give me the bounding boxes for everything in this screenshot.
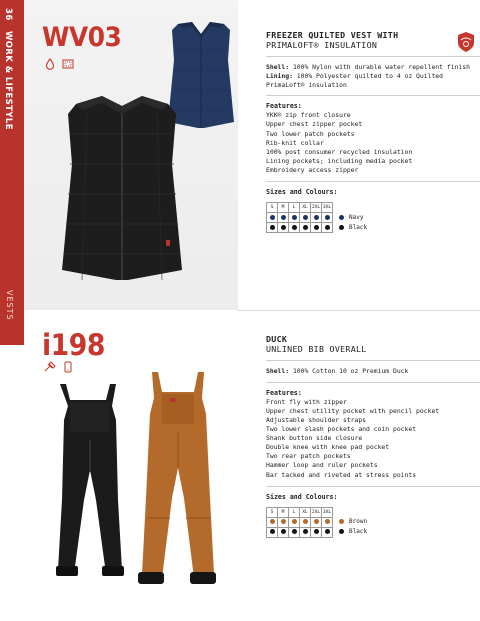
size-label: 3XL — [322, 507, 333, 517]
product-section-i198 — [24, 310, 480, 621]
product-code: WV03 — [42, 22, 122, 53]
spec-label: Shell: — [266, 63, 290, 71]
colour-legend — [339, 212, 367, 232]
product-image-area — [24, 0, 238, 310]
availability-cell — [289, 517, 300, 527]
spec-label: Lining: — [266, 71, 293, 80]
spec-text: 100% Nylon with durable water repellent finish — [289, 63, 470, 71]
primaloft-badge-icon — [457, 32, 475, 52]
colour-row — [267, 213, 333, 223]
availability-cell — [322, 517, 333, 527]
availability-dot — [314, 225, 319, 230]
vest-black-image — [52, 94, 192, 284]
category-label: WORK & LIFESTYLE — [3, 30, 13, 130]
feature-icons — [44, 58, 74, 70]
product-details — [266, 30, 476, 233]
size-label: XL — [300, 203, 311, 213]
feature-item: Adjustable shoulder straps — [266, 415, 367, 424]
availability-cell — [289, 527, 300, 537]
size-table — [266, 202, 333, 233]
availability-cell — [322, 223, 333, 233]
colour-row — [267, 527, 333, 537]
size-label: L — [289, 507, 300, 517]
spec-label: Shell: — [266, 367, 290, 375]
size-label: L — [289, 203, 300, 213]
product-details — [266, 334, 476, 538]
availability-cell — [311, 223, 322, 233]
overall-brown-image — [124, 368, 228, 588]
legend-item — [339, 527, 367, 537]
feature-item: Front fly with zipper — [266, 397, 347, 406]
product-image-area — [24, 310, 238, 621]
features-heading: Features: — [266, 388, 302, 397]
availability-dot — [292, 225, 297, 230]
divider — [266, 360, 480, 361]
availability-cell — [322, 213, 333, 223]
feature-item: Two lower slash pockets and coin pocket — [266, 425, 417, 434]
availability-cell — [311, 527, 322, 537]
divider — [266, 382, 480, 383]
availability-dot — [270, 225, 275, 230]
availability-dot — [281, 519, 286, 524]
feature-item: Embroidery access zipper — [266, 165, 359, 174]
legend-item — [339, 222, 367, 232]
legend-item — [339, 517, 367, 527]
availability-dot — [303, 215, 308, 220]
availability-dot — [270, 215, 275, 220]
availability-dot — [303, 225, 308, 230]
availability-cell — [311, 213, 322, 223]
availability-cell — [289, 223, 300, 233]
availability-cell — [300, 527, 311, 537]
legend-label: Navy — [349, 213, 364, 221]
availability-dot — [281, 529, 286, 534]
product-title: DUCK — [266, 334, 288, 344]
legend-swatch — [339, 215, 344, 220]
product-title: FREEZER QUILTED VEST WITH — [266, 30, 399, 40]
feature-icons — [44, 361, 74, 373]
legend-label: Black — [349, 528, 368, 536]
availability-dot — [325, 215, 330, 220]
size-header-row — [267, 507, 333, 517]
tools-icon — [44, 361, 56, 373]
sizes-heading: Sizes and Colours: — [266, 188, 338, 197]
spec-shell — [266, 63, 476, 72]
availability-dot — [270, 529, 275, 534]
product-section-wv03 — [24, 0, 480, 310]
availability-cell — [278, 527, 289, 537]
availability-dot — [325, 519, 330, 524]
availability-dot — [325, 529, 330, 534]
availability-cell — [267, 213, 278, 223]
availability-cell — [311, 517, 322, 527]
divider — [266, 181, 480, 182]
feature-item: Double knee with knee pad pocket — [266, 443, 390, 452]
availability-dot — [292, 529, 297, 534]
size-table — [266, 507, 333, 538]
feature-item: Shank button side closure — [266, 434, 363, 443]
availability-dot — [314, 529, 319, 534]
water-drop-icon — [44, 58, 56, 70]
availability-dot — [314, 519, 319, 524]
availability-dot — [303, 519, 308, 524]
product-code: i198 — [42, 328, 106, 362]
overall-black-image — [46, 380, 134, 580]
product-subtitle: PRIMALOFT® INSULATION — [266, 40, 378, 50]
availability-dot — [325, 225, 330, 230]
colour-row — [267, 223, 333, 233]
availability-dot — [303, 529, 308, 534]
features-heading: Features: — [266, 102, 302, 111]
availability-cell — [278, 517, 289, 527]
spec-text: 100% Cotton 10 oz Premium Duck — [289, 367, 409, 375]
feature-item: 100% post consumer recycled insulation — [266, 147, 413, 156]
availability-cell — [300, 517, 311, 527]
availability-cell — [267, 527, 278, 537]
size-label: S — [267, 203, 278, 213]
legend-item — [339, 212, 367, 222]
availability-dot — [281, 225, 286, 230]
feature-item: Upper chest utility pocket with pencil pocket — [266, 406, 440, 415]
legend-label: Black — [349, 223, 368, 231]
feature-item: Two rear patch pockets — [266, 452, 351, 461]
size-header-row — [267, 203, 333, 213]
legend-label: Brown — [349, 518, 368, 526]
spec-text: 100% Polyester quilted to 4 oz Quilted PrimaLoft® insulation — [266, 71, 443, 89]
availability-dot — [292, 519, 297, 524]
size-label: XL — [300, 507, 311, 517]
availability-cell — [289, 213, 300, 223]
size-colour-chart — [266, 202, 476, 233]
product-subtitle: UNLINED BIB OVERALL — [266, 344, 367, 354]
availability-dot — [314, 215, 319, 220]
divider — [266, 95, 480, 96]
availability-cell — [300, 213, 311, 223]
colour-legend — [339, 517, 367, 537]
availability-cell — [267, 223, 278, 233]
size-label: 3XL — [322, 203, 333, 213]
size-label: M — [278, 507, 289, 517]
availability-cell — [300, 223, 311, 233]
size-label: M — [278, 203, 289, 213]
legend-swatch — [339, 519, 344, 524]
page-number: 36 — [3, 8, 13, 21]
size-colour-chart — [266, 507, 476, 538]
section-label: VESTS — [5, 290, 14, 321]
spec-lining — [266, 72, 476, 90]
feature-item: Rib-knit collar — [266, 138, 324, 147]
size-label: 2XL — [311, 203, 322, 213]
availability-cell — [278, 223, 289, 233]
legend-swatch — [339, 529, 344, 534]
availability-cell — [278, 213, 289, 223]
legend-swatch — [339, 225, 344, 230]
spec-shell — [266, 367, 476, 376]
divider — [266, 486, 480, 487]
feature-item: Hammer loop and ruler pockets — [266, 461, 378, 470]
divider — [266, 56, 480, 57]
availability-cell — [267, 517, 278, 527]
feature-item: Two lower patch pockets — [266, 129, 355, 138]
phone-pocket-icon — [62, 361, 74, 373]
size-label: S — [267, 507, 278, 517]
sizes-heading: Sizes and Colours: — [266, 492, 338, 501]
availability-dot — [281, 215, 286, 220]
size-label: 2XL — [311, 507, 322, 517]
feature-item: YKK® zip front closure — [266, 111, 351, 120]
feature-item: Lining pockets; including media pocket — [266, 156, 413, 165]
sidebar-category — [3, 8, 13, 130]
feature-item: Upper chest zipper pocket — [266, 120, 363, 129]
insulation-icon — [62, 58, 74, 70]
availability-dot — [292, 215, 297, 220]
colour-row — [267, 517, 333, 527]
availability-dot — [270, 519, 275, 524]
feature-item: Bar tacked and riveted at stress points — [266, 470, 417, 479]
availability-cell — [322, 527, 333, 537]
